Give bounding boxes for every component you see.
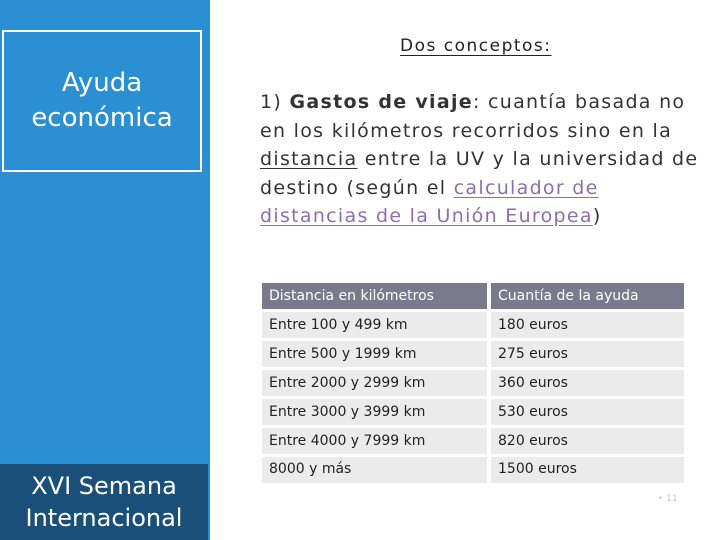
header-distance: Distancia en kilómetros [262, 283, 491, 309]
table-header-row [262, 283, 684, 309]
cell-amount: 275 euros [491, 341, 684, 367]
item-text-2: entre la UV y la universidad de destino (según el [260, 148, 699, 199]
cell-distance: Entre 2000 y 2999 km [262, 370, 491, 396]
table-row [262, 312, 684, 338]
footer-box [0, 464, 208, 540]
cell-amount: 1500 euros [491, 457, 684, 483]
cell-amount: 360 euros [491, 370, 684, 396]
footer-line-2: Internacional [25, 504, 183, 532]
eu-distance-calculator-link[interactable]: calculador de distancias de la Unión Europea [260, 176, 599, 227]
cell-distance: Entre 100 y 499 km [262, 312, 491, 338]
table-row [262, 399, 684, 425]
item-bold-term: Gastos de viaje [289, 91, 473, 113]
cell-distance: Entre 3000 y 3999 km [262, 399, 491, 425]
table-row [262, 428, 684, 454]
section-heading: Dos conceptos: [400, 36, 552, 56]
concept-paragraph [260, 88, 710, 231]
item-text-1: : cuantía basada no en los kilómetros recorridos sino en la [260, 91, 686, 142]
title-line-1: Ayuda [61, 68, 143, 98]
distance-underlined: distancia [260, 148, 358, 170]
header-amount: Cuantía de la ayuda [491, 283, 684, 309]
cell-distance: Entre 4000 y 7999 km [262, 428, 491, 454]
title-box [2, 30, 202, 172]
sidebar [0, 0, 210, 540]
table-row [262, 457, 684, 483]
cell-distance: Entre 500 y 1999 km [262, 341, 491, 367]
item-number: 1) [260, 91, 290, 113]
cell-amount: 180 euros [491, 312, 684, 338]
table-row [262, 341, 684, 367]
title-line-2: económica [31, 103, 173, 133]
page-number: • 11 [658, 494, 678, 504]
cell-amount: 820 euros [491, 428, 684, 454]
cell-distance: 8000 y más [262, 457, 491, 483]
item-text-3: ) [592, 205, 602, 227]
aid-table [262, 280, 684, 486]
footer-line-1: XVI Semana [31, 472, 177, 500]
cell-amount: 530 euros [491, 399, 684, 425]
slide-title [31, 66, 172, 136]
table-row [262, 370, 684, 396]
